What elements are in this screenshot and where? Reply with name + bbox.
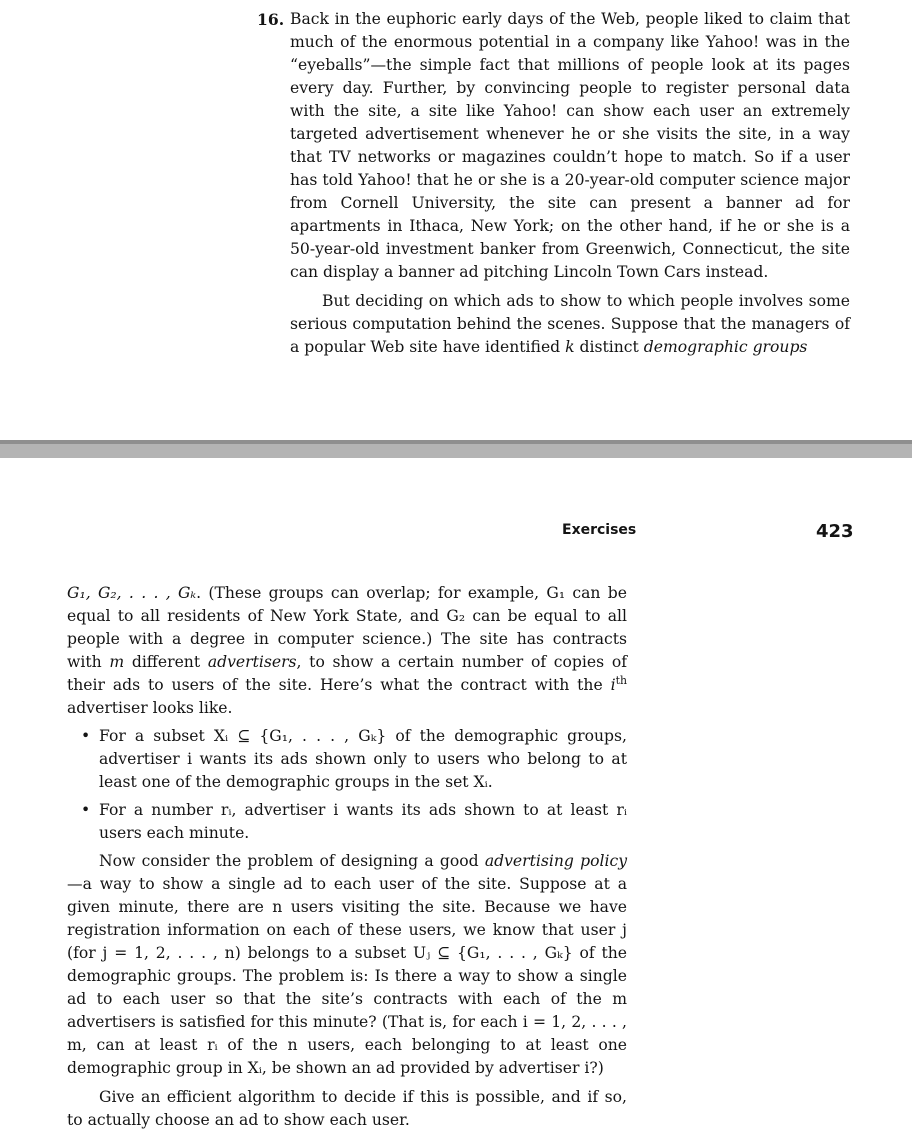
list-item: • For a number rᵢ, advertiser i wants its ads shown to at least rᵢ users each minute. <box>81 801 627 842</box>
bullet-icon: • <box>81 727 91 745</box>
final-paragraph: Give an efficient algorithm to decide if this is possible, and if so, to actually choose an ad to show each user. <box>67 1088 627 1129</box>
page-divider <box>0 440 912 458</box>
running-head: Exercises <box>562 522 637 538</box>
policy-paragraph: Now consider the problem of designing a good advertising policy—a way to show a single ad to each user of the site. Suppose at a given minute, there are n users visiting the site. Because we have registration information on each of these users, we know that user j (for j = 1, 2, . . . , n) belongs to a subset Uⱼ ⊆ {G₁, . . . , Gₖ} of the demographic groups. The problem is: Is there a way to show a single ad to each user so that the site’s contracts with each of the m advertisers is satisfied for this minute? (That is, for each i = 1, 2, . . . , m, can at least rᵢ of the n users, each belonging to at least one demographic group in Xᵢ, be shown an ad provided by advertiser i?) <box>67 852 628 1077</box>
groups-paragraph: G₁, G₂, . . . , Gₖ. (These groups can overlap; for example, G₁ can be equal to all residents of New York State, and G₂ can be equal to all people with a degree in computer science.) The site has contracts with m different advertisers, to show a certain number of copies of their ads to users of the site. Here’s what the contract with the $i^{th}$ advertiser looks like. <box>67 584 627 717</box>
exercise-text-bottom <box>67 582 627 1132</box>
bottom-page <box>0 458 912 1129</box>
exercise-paragraph-1: Back in the euphoric early days of the Web, people liked to claim that much of the enormous potential in a company like Yahoo! was in the “eyeballs”—the simple fact that millions of people look at its pages every day. Further, by convincing people to register personal data with the site, a site like Yahoo! can show each user an extremely targeted advertisement whenever he or she visits the site, in a way that TV networks or magazines couldn’t hope to match. So if a user has told Yahoo! that he or she is a 20-year-old computer science major from Cornell University, the site can present a banner ad for apartments in Ithaca, New York; on the other hand, if he or she is a 50-year-old investment banker from Greenwich, Connecticut, the site can display a banner ad pitching Lincoln Town Cars instead. <box>290 10 850 281</box>
bullet-list <box>67 725 627 845</box>
top-page <box>0 0 912 440</box>
page-number: 423 <box>816 521 854 542</box>
list-item: • For a subset Xᵢ ⊆ {G₁, . . . , Gₖ} of the demographic groups, advertiser i wants its ads shown only to users who belong to at least one of the demographic groups in the set Xᵢ. <box>81 727 627 791</box>
bullet-icon: • <box>81 801 91 819</box>
exercise-paragraph-2: But deciding on which ads to show to which people involves some serious computation behind the scenes. Suppose that the managers of a popular Web site have identified k distinct demographic groups <box>290 292 850 356</box>
exercise-number: 16. <box>257 10 285 29</box>
exercise-text-top <box>290 8 850 359</box>
